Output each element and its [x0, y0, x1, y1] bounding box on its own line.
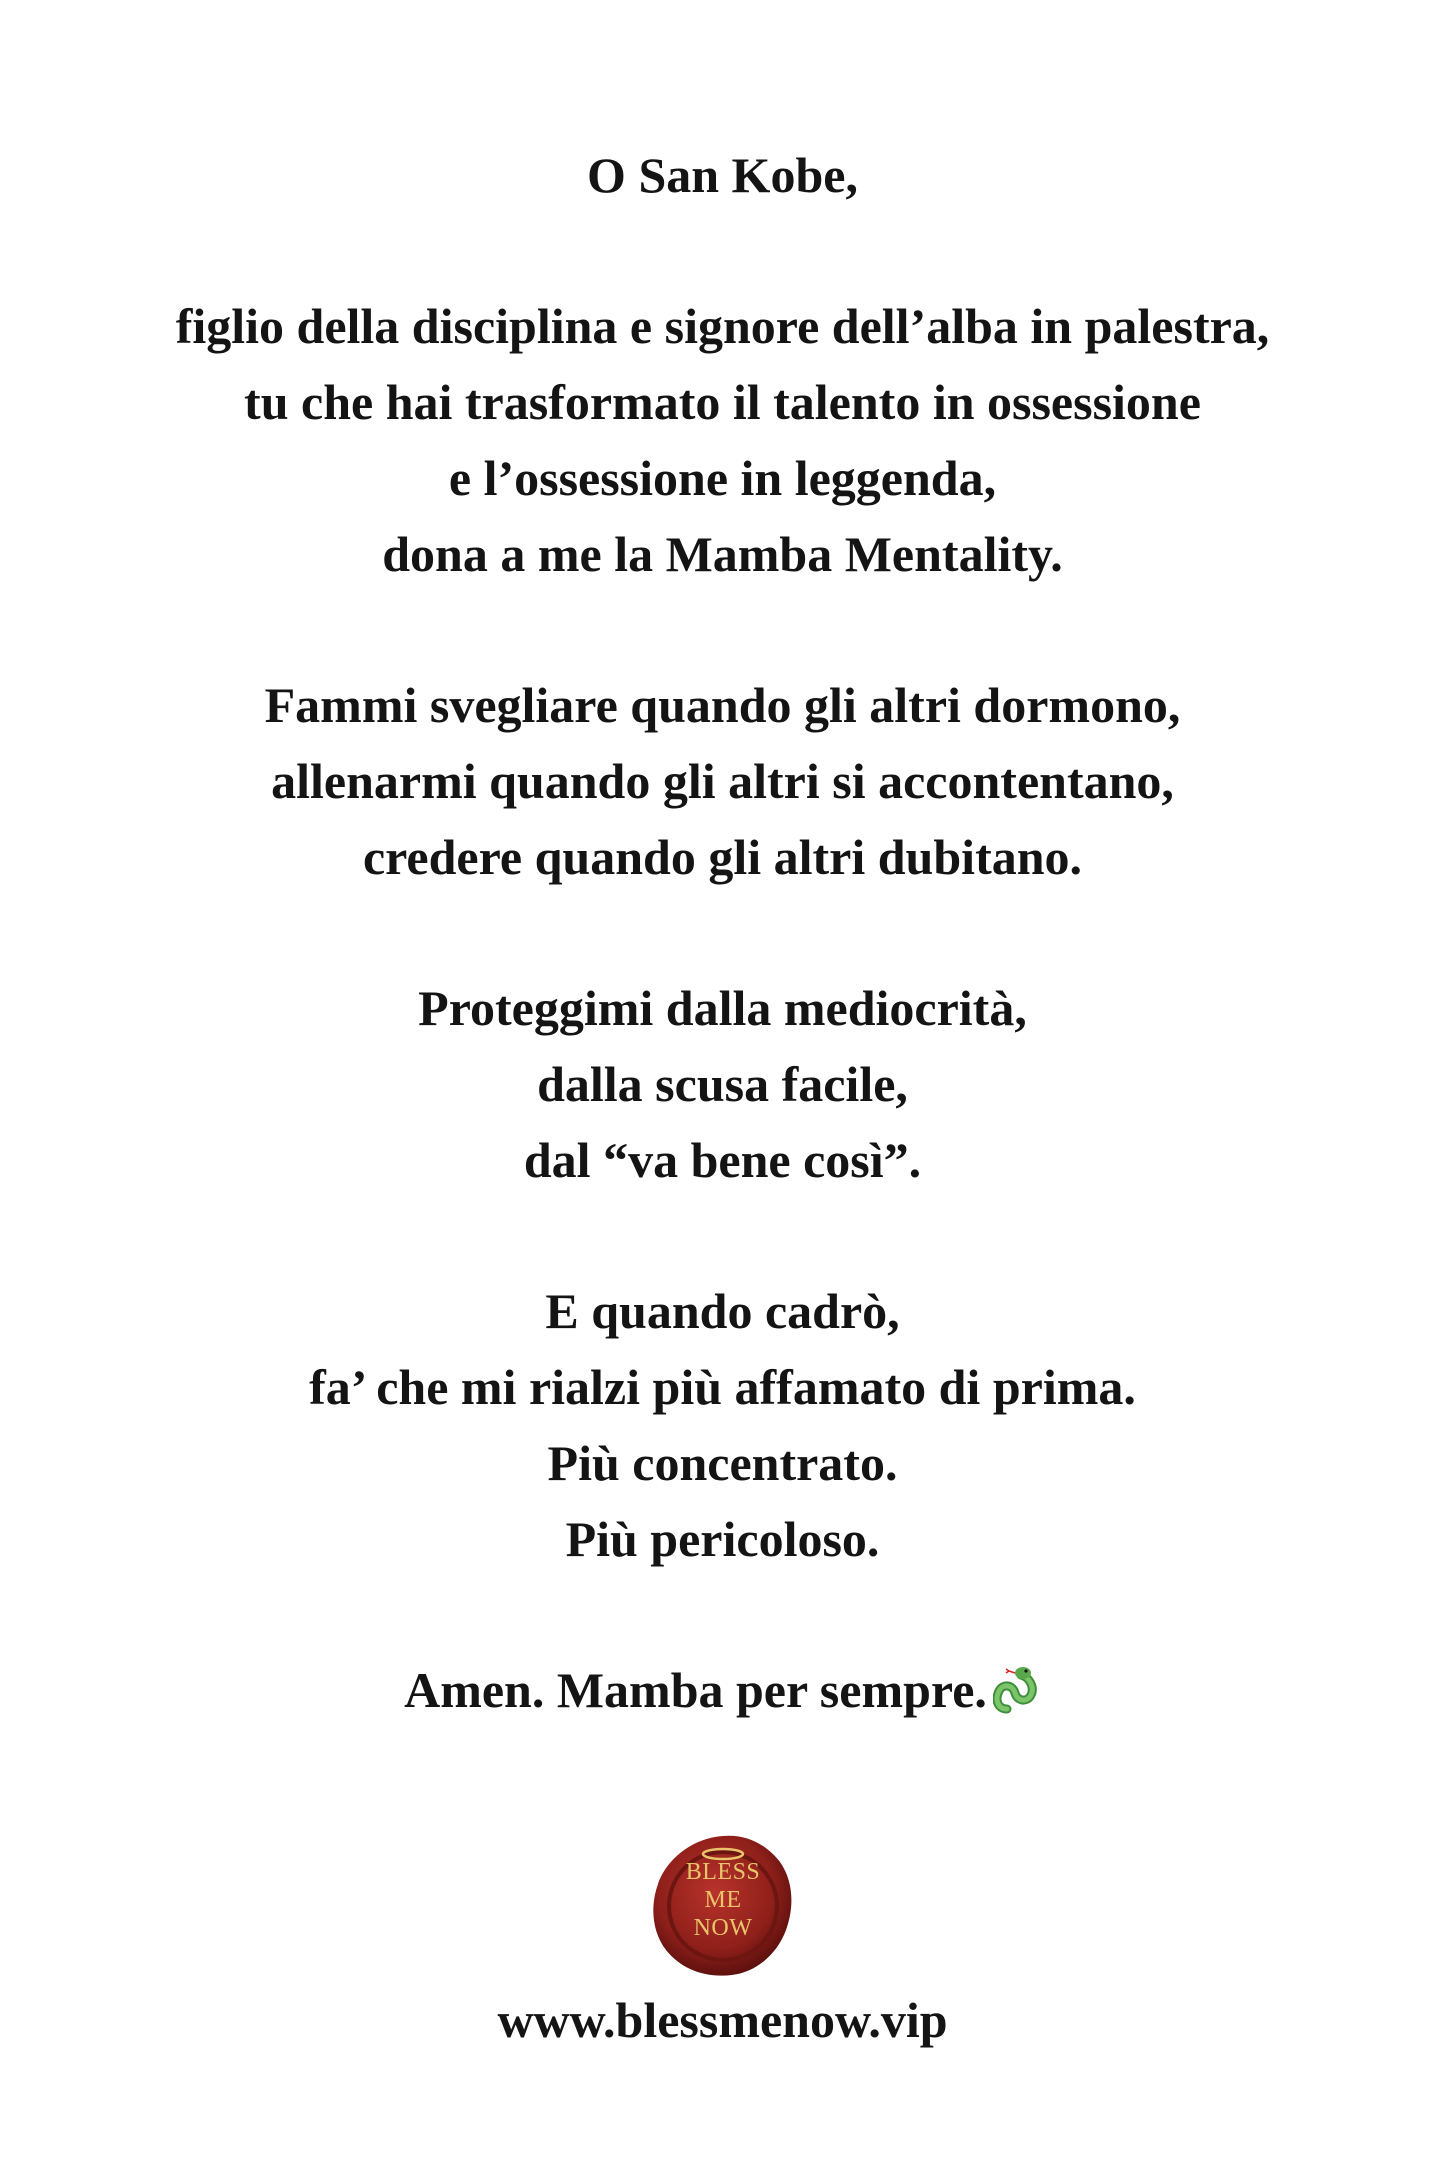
prayer-line: Più concentrato. [547, 1435, 898, 1491]
prayer-line: dona a me la Mamba Mentality. [382, 526, 1063, 582]
prayer-line: Proteggimi dalla mediocrità, [418, 980, 1027, 1036]
prayer-line: Più pericoloso. [565, 1511, 880, 1567]
bless-me-now-seal-logo [648, 1830, 798, 1980]
prayer-line: tu che hai trasformato il talento in ossessione [244, 374, 1201, 430]
prayer-line: dalla scusa facile, [537, 1056, 908, 1112]
prayer-line: E quando cadrò, [545, 1283, 900, 1339]
prayer-line: e l’ossessione in leggenda, [448, 450, 997, 506]
prayer-line: figlio della disciplina e signore dell’alba in palestra, [175, 298, 1270, 354]
seal-text-line: ME [704, 1887, 742, 1913]
prayer-line: dal “va bene così”. [523, 1132, 922, 1188]
prayer-line: allenarmi quando gli altri si accontentano, [271, 753, 1174, 809]
prayer-line: fa’ che mi rialzi più affamato di prima. [309, 1359, 1136, 1415]
website-url: www.blessmenow.vip [497, 1992, 948, 2048]
seal-text-line: BLESS [685, 1859, 761, 1885]
prayer-line: O San Kobe, [587, 147, 858, 203]
prayer-line: credere quando gli altri dubitano. [362, 829, 1083, 885]
prayer-line: Fammi svegliare quando gli altri dormono, [264, 677, 1181, 733]
snake-emoji-icon [993, 1663, 1041, 1728]
prayer-closing-line [0, 1660, 1445, 1728]
prayer-closing-text: Amen. Mamba per sempre. [404, 1662, 987, 1718]
seal-text-line: NOW [693, 1915, 753, 1941]
